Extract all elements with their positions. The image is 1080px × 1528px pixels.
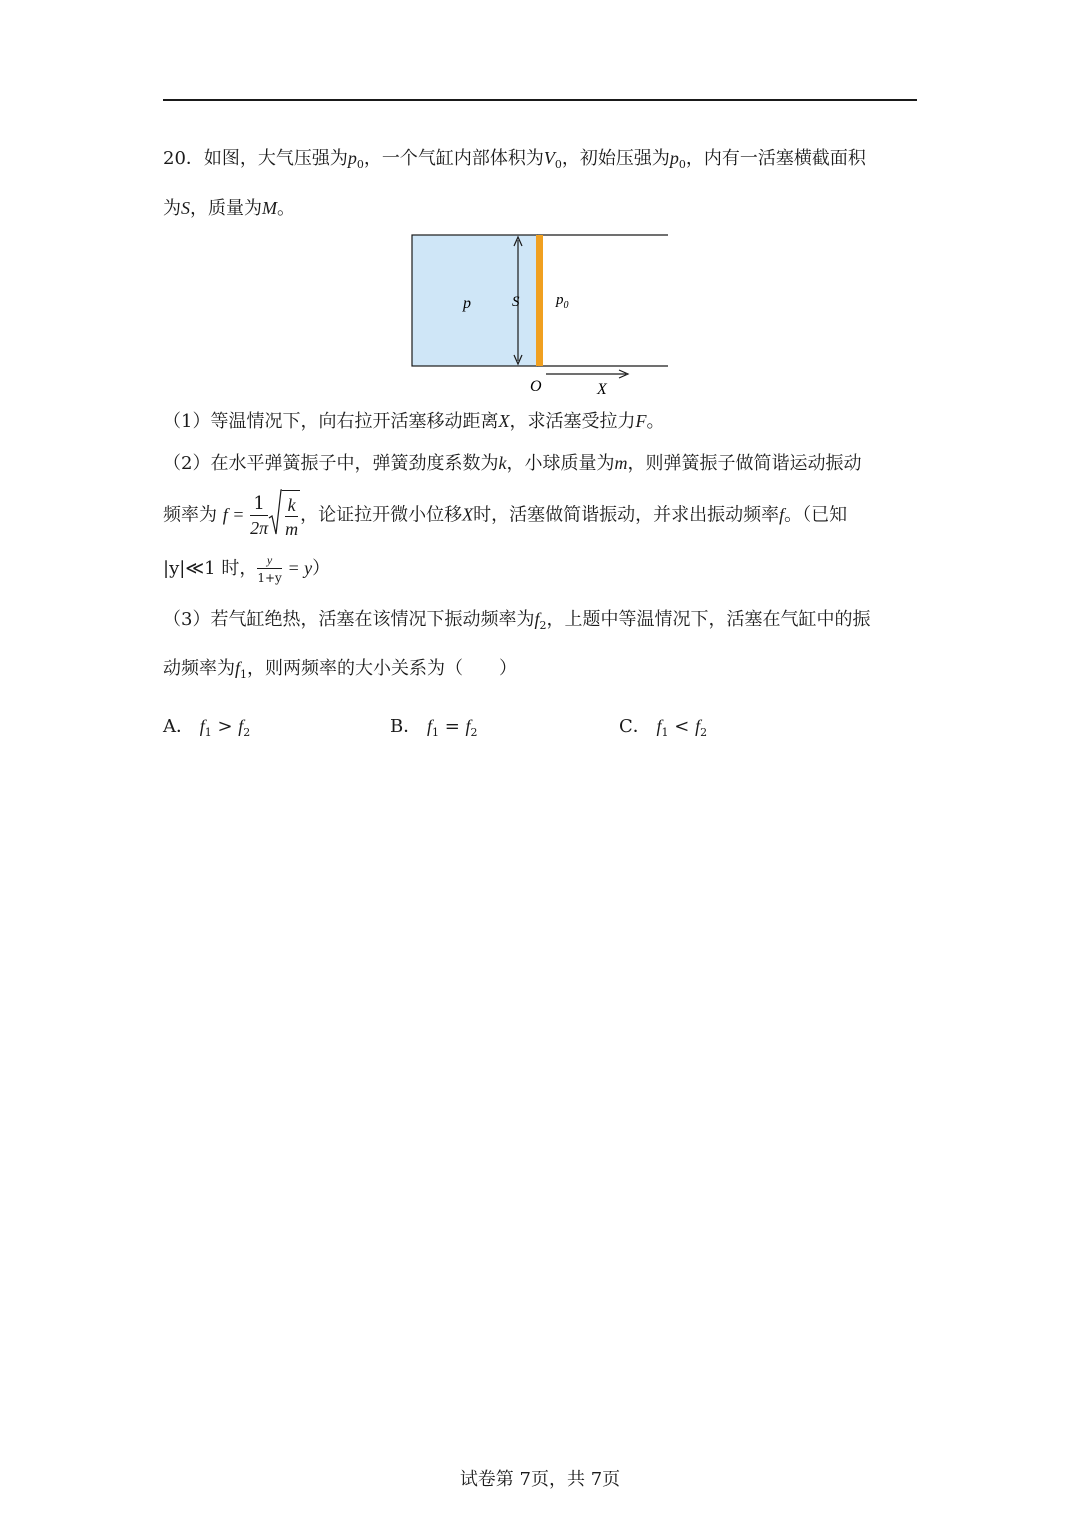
radical-sign-icon (268, 486, 282, 538)
piston (536, 235, 543, 366)
option-c[interactable] (619, 712, 707, 739)
p0-subscript: 0 (356, 158, 364, 171)
part3-text: 动频率为 (163, 658, 235, 679)
v0-symbol: V (543, 148, 555, 168)
p0-symbol: p (347, 148, 357, 168)
f-symbol: f (779, 504, 785, 525)
option-rhs: f (465, 716, 471, 736)
option-lhs-sub: 1 (431, 726, 439, 739)
part3-line-2 (163, 656, 517, 687)
area-symbol: S (181, 198, 190, 218)
option-rhs-sub: 2 (243, 726, 251, 739)
intro-text: 20．如图，大气压强为 (163, 148, 348, 169)
part3-text: （3）若气缸绝热，活塞在该情况下振动频率为 (163, 609, 535, 630)
atm-pressure-label: $p_0$ (556, 292, 569, 311)
part1-line (163, 409, 664, 434)
part2-text: ，小球质量为 (506, 453, 615, 474)
option-operator: > (211, 716, 239, 737)
option-rhs: f (695, 716, 701, 736)
f1-subscript: 1 (240, 668, 248, 681)
p0-subscript: 0 (678, 158, 686, 171)
frequency-formula-lhs: f = (222, 504, 245, 525)
v0-subscript: 0 (554, 158, 562, 171)
part3-text: ，上题中等温情况下，活塞在气缸中的振 (546, 609, 871, 630)
mass-symbol: M (262, 198, 277, 218)
option-lhs-sub: 1 (204, 726, 212, 739)
intro-text: ，内有一活塞横截面积 (685, 148, 866, 169)
question-intro-line-2 (163, 196, 295, 221)
part2-text: 频率为 (163, 504, 217, 526)
part2-hint-line (163, 550, 330, 587)
part1-text: 。 (646, 411, 665, 432)
f1-symbol: f (235, 658, 241, 678)
force-symbol: F (635, 411, 647, 431)
p0-symbol: p (669, 148, 679, 168)
hint-equality: = y (287, 558, 313, 578)
x-symbol: X (462, 504, 474, 525)
option-letter: B． (390, 716, 422, 737)
option-a[interactable] (163, 712, 250, 739)
f2-subscript: 2 (539, 619, 547, 632)
fraction-denominator: 2π (250, 517, 269, 538)
part2-line-2 (163, 490, 847, 541)
radicand-denominator: m (285, 519, 299, 539)
hint-numerator: y (257, 554, 281, 569)
option-rhs-sub: 2 (700, 726, 708, 739)
k-symbol: k (498, 453, 507, 473)
option-operator: < (668, 716, 696, 737)
option-rhs-sub: 2 (470, 726, 478, 739)
part3-text: ，则两频率的大小关系为（ ） (247, 658, 518, 679)
x-symbol: X (498, 411, 510, 431)
formula-fraction (250, 492, 269, 538)
area-label: S (512, 294, 520, 310)
origin-label: O (530, 378, 542, 395)
m-symbol: m (614, 453, 628, 473)
intro-text: ，一个气缸内部体积为 (363, 148, 544, 169)
hint-text: ） (312, 558, 331, 579)
option-lhs: f (656, 716, 662, 736)
page-footer: 试卷第 7页，共 7页 (459, 1469, 621, 1490)
header-rule (163, 99, 917, 101)
part2-text: 。（已知 (784, 504, 848, 526)
question-intro-line (163, 146, 866, 177)
hint-text: |y|≪1 时， (163, 558, 258, 579)
part2-text: 时，活塞做简谐振动，并求出振动频率 (473, 504, 780, 526)
intro-text: 为 (163, 198, 181, 219)
square-root (268, 490, 300, 541)
fraction-numerator: 1 (250, 495, 268, 516)
option-lhs: f (426, 716, 432, 736)
hint-fraction (257, 554, 281, 584)
f2-symbol: f (534, 609, 540, 629)
option-letter: C． (619, 716, 651, 737)
radicand-numerator: k (285, 496, 298, 517)
hint-denominator: 1+y (257, 571, 282, 585)
option-rhs: f (238, 716, 244, 736)
radicand-fraction (285, 496, 298, 538)
option-letter: A． (163, 716, 194, 737)
part2-text: ，则弹簧振子做简谐运动振动 (627, 453, 862, 474)
option-lhs-sub: 1 (661, 726, 669, 739)
part2-text: ，论证拉开微小位移 (300, 504, 463, 526)
cylinder-figure (400, 226, 680, 398)
option-operator: = (438, 716, 466, 737)
intro-text: ，初始压强为 (561, 148, 670, 169)
displacement-label: X (597, 381, 607, 398)
intro-text: 。 (277, 198, 295, 219)
gas-pressure-label: p (463, 295, 471, 312)
part1-text: ，求活塞受拉力 (509, 411, 636, 432)
part2-text: （2）在水平弹簧振子中，弹簧劲度系数为 (163, 453, 499, 474)
intro-text: ，质量为 (190, 198, 262, 219)
part2-line-1 (163, 451, 861, 476)
answer-options (163, 712, 917, 740)
part1-text: （1）等温情况下，向右拉开活塞移动距离 (163, 411, 499, 432)
option-b[interactable] (390, 712, 478, 739)
part3-line-1 (163, 607, 870, 638)
option-lhs: f (199, 716, 205, 736)
